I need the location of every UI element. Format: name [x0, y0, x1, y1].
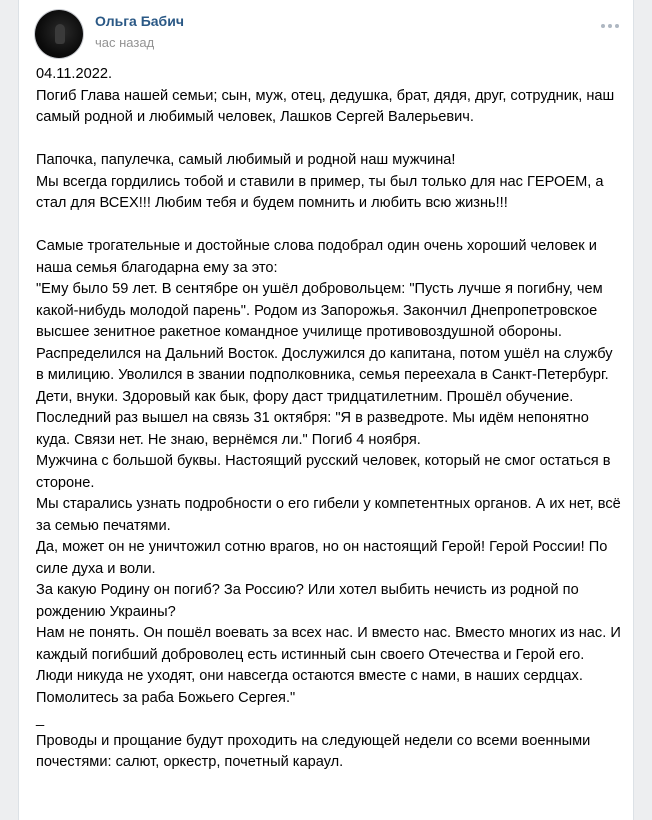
post-line: Погиб Глава нашей семьи; сын, муж, отец, дедушка, брат, дядя, друг, сотрудник, наш самый родной и любимый человек, Лашков Сергей Валерьевич. — [36, 87, 615, 125]
post-line: Мы всегда гордились тобой и ставили в пример, ты был только для нас ГЕРОЕМ, а стал для ВСЕХ!!! Любим тебя и будем помнить и любить всю жизнь!!! — [36, 173, 604, 211]
post-separator: _ — [36, 711, 45, 727]
post-header — [19, 0, 633, 62]
post-line: Папочка, папулечка, самый любимый и родной наш мужчина! — [36, 152, 456, 168]
post-line: Мужчина с большой буквы. Настоящий русский человек, который не смог остаться в стороне. — [36, 453, 611, 491]
post-line: Люди никуда не уходят, они навсегда остаются вместе с нами, в наших сердцах. Помолитесь за раба Божьего Сергея." — [36, 668, 583, 706]
post-line: За какую Родину он погиб? За Россию? Или хотел выбить нечисть из родной по рождению Украины? — [36, 582, 579, 620]
more-options-icon[interactable] — [601, 24, 619, 30]
post-blank-line — [36, 129, 622, 151]
post-line: "Ему было 59 лет. В сентябре он ушёл добровольцем: "Пусть лучше я погибну, чем какой-нибудь молодой парень". Родом из Запорожья. Закончил Днепропетровское высшее зенитное ракетное командное училище противовоздушной обороны. Распределился на Дальний Восток. Дослужился до капитана, потом ушёл на службу в милицию. Уволился в звании подполковника, семья переехала в Санкт-Петербург. Дети, внуки. Здоровый как бык, фору даст тридцатилетним. Прошёл обучение. — [36, 281, 613, 405]
post-line: Последний раз вышел на связь 31 октября: "Я в разведроте. Мы идём непонятно куда. Связи нет. Не знаю, вернёмся ли." Погиб 4 ноября. — [36, 410, 589, 448]
post-time[interactable]: час назад — [95, 35, 155, 50]
post-card — [18, 0, 634, 820]
author-name[interactable]: Ольга Бабич — [95, 13, 184, 29]
post-line: Мы старались узнать подробности о его гибели у компетентных органов. А их нет, всё за семью печатями. — [36, 496, 621, 534]
avatar-figure — [55, 24, 65, 44]
post-line: Да, может он не уничтожил сотню врагов, но он настоящий Герой! Герой России! По силе духа и воли. — [36, 539, 608, 577]
post-line: 04.11.2022. — [36, 66, 113, 82]
post-line: Проводы и прощание будут проходить на следующей недели со всеми военными почестями: салют, оркестр, почетный караул. — [36, 732, 591, 770]
post-text — [36, 64, 622, 774]
post-line: Самые трогательные и достойные слова подобрал один очень хороший человек и наша семья благодарна ему за это: — [36, 238, 597, 276]
author-avatar[interactable] — [35, 10, 83, 58]
post-line: Нам не понять. Он пошёл воевать за всех нас. И вместо нас. Вместо многих из нас. И каждый погибший доброволец есть истинный сын своего Отечества и Герой его. — [36, 625, 621, 663]
post-blank-line — [36, 215, 622, 237]
